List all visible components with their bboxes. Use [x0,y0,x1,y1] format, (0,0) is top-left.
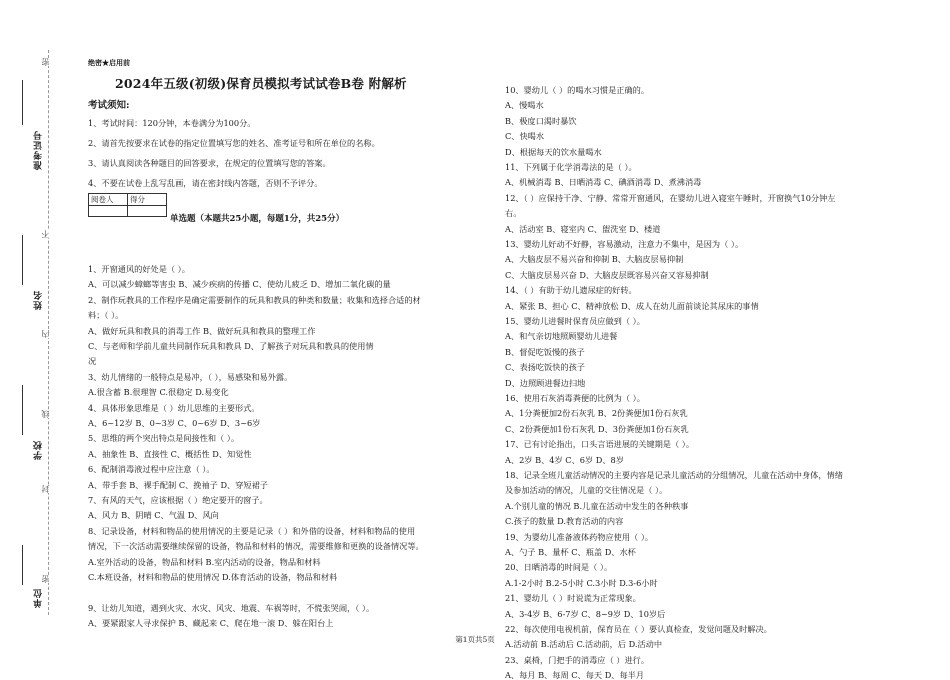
score-table [88,193,167,217]
question-line: 17、已有讨论指出，口头言语进展的关键期是（ ）。 [505,439,695,450]
question-line: D、边照顾进餐边扫地 [505,377,586,388]
question-line: A、紧张 B、担心 C、精神放松 D、成人在幼儿面前谈论其尿床的事情 [505,300,759,311]
question-line: 2、制作玩教具的工作程序是确定需要制作的玩具和教具的种类和数量；收集和选择合适的材 [88,294,421,305]
question-line: 3、幼儿情绪的一般特点是易冲，（ ），易感染和易外露。 [88,371,293,382]
question-line: 8、记录设备，材料和物品的使用情况的主要是记录（ ）和外借的设备，材料和物品的使用 [88,525,416,536]
binding-gutter [0,0,72,671]
page-footer: 第1页共5页 [455,635,495,644]
label-exam-number: 准考证号 [34,130,44,170]
question-line: 料；（ ）。 [88,310,124,321]
notice-item: 1、考试时间：120分钟，本卷满分为100分。 [88,118,256,128]
question-line: C.孩子的数量 D.教育活动的内容 [505,516,624,527]
notice-item: 3、请认真阅读各种题目的回答要求，在规定的位置填写您的答案。 [88,158,331,168]
question-line: A、可以减少蟑螂等害虫 B、减少疾病的传播 C、使幼儿疲乏 D、增加二氧化碳的量 [88,279,391,290]
question-line: C、与老师和学前儿童共同制作玩具和教具 D、了解孩子对玩具和教具的使用情 [88,341,374,351]
question-line: A.活动前 B.活动后 C.活动前，后 D.活动中 [505,639,663,650]
question-line: 20、日晒消毒的时间是（ ）。 [505,562,613,573]
question-line: A、活动室 B、寝室内 C、盥洗室 D、楼道 [505,223,661,234]
exam-number-line [22,80,23,125]
section-title: 单选题（本题共25小题，每题1分，共25分） [170,214,345,224]
label-unit: 单位 [34,588,44,608]
question-line: A、3-4岁 B、6-7岁 C、8~9岁 D、10岁后 [505,608,666,619]
question-line: A、机械消毒 B、日晒消毒 C、碘酒消毒 D、煮沸消毒 [505,177,702,188]
unit-line [22,545,23,585]
question-line: 18、记录全班儿童活动情况的主要内容是记录儿童活动的分组情况，儿童在活动中身体，情绪 [505,470,843,480]
score-table-grader: 阅卷人 [89,194,128,206]
question-line: 6、配制消毒液过程中应注意（ ）。 [88,464,215,475]
question-line: 1、开窗通风的好处是（ ）。 [88,264,190,274]
score-table-cell[interactable] [89,206,128,217]
question-line: 14、（ ）有助于幼儿遗尿症的好转。 [505,285,637,296]
question-line: A、6~12岁 B、0~3岁 C、0~6岁 D、3~6岁 [88,418,261,428]
seal-char: 不 [41,230,50,238]
question-line: 7、有风的天气，应该根据（ ）绝定要开的窗子。 [88,495,268,505]
page-title: 2024年五级(初级)保育员模拟考试试卷B卷 附解析 [115,76,407,91]
question-line: 15、婴幼儿进餐时保育员应做到（ ）。 [505,316,645,326]
question-line: C、2份粪便加1份石灰乳 D、3份粪便加1份石灰乳 [505,423,689,434]
label-name: 姓名 [34,290,44,310]
question-line: D、根据每天的饮水量喝水 [505,146,602,157]
question-line: A、1分粪便加2份石灰乳 B、2份粪便加1份石灰乳 [505,408,688,419]
question-line: C、大脑皮层易兴奋 D、大脑皮层既容易兴奋又容易抑制 [505,269,709,280]
question-line: 及参加活动的情况，儿童的交往情况是（ ）。 [505,485,668,496]
question-line: A、勺子 B、量杯 C、瓶盖 D、水杯 [505,547,636,557]
question-line: A、和气亲切地照顾婴幼儿进餐 [505,331,618,342]
question-line: 13、婴幼儿好动不好静，容易激动，注意力不集中，是因为（ ）。 [505,239,744,249]
question-line: 5、思维的两个突出特点是间接性和（ ）。 [88,433,240,444]
seal-char: 线 [41,410,50,418]
question-line: A、2岁 B、4岁 C、6岁 D、8岁 [505,454,624,465]
notice-title: 考试须知: [88,100,130,111]
question-line: A、大脑皮层不易兴奋和抑制 B、大脑皮层易抑制 [505,254,684,265]
question-line: 9、让幼儿知道，遇到火灾、水灾、风灾、地震、车祸等时，不慌张哭闹，（ ）。 [88,602,375,613]
notice-item: 2、请首先按要求在试卷的指定位置填写您的姓名、准考证号和所在单位的名称。 [88,138,380,148]
seal-char: 内 [41,330,50,338]
question-line: 12、（ ）应保持干净、宁静、常常开窗通风，在婴幼儿进入寝室午睡时，开窗换气10分钟左 [505,192,836,203]
seal-char: 密 [41,58,50,66]
seal-char: 封 [41,485,50,493]
score-table-cell[interactable] [128,206,167,217]
name-line [22,235,23,285]
question-line: 11、下列属于化学消毒法的是（ ）。 [505,162,637,172]
question-line: 况 [88,356,97,367]
question-line: 22、每次使用电视机前，保育员在（ ）要认真检查，发觉问题及时解决。 [505,624,772,634]
question-line: C、快喝水 [505,131,545,142]
question-line: A、风力 B、阴晴 C、气温 D、风向 [88,510,219,521]
score-table-score: 得分 [128,194,167,206]
question-line: B、极度口渴时暴饮 [505,115,577,126]
question-line: 19、为婴幼儿准备液体药物应使用（ ）。 [505,531,654,542]
question-line: 21、婴幼儿（ ）时说谎为正常现象。 [505,593,641,604]
secret-mark: 绝密★启用前 [88,58,130,67]
question-line: 23、桌椅，门把手的消毒应（ ）进行。 [505,654,650,665]
question-line: A.室外活动的设备，物品和材料 B.室内活动的设备，物品和材料 [88,556,321,567]
question-line: A.1-2小时 B.2-5小时 C.3小时 D.3-6小时 [505,577,658,588]
question-line: 16、使用石灰消毒粪便的比例为（ ）。 [505,393,645,403]
question-line: A、慢喝水 [505,100,544,111]
question-line: A、带手套 B、裸手配制 C、挽袖子 D、穿短裙子 [88,479,268,490]
question-line: C.本班设备，材料和物品的使用情况 D.体育活动的设备，物品和材料 [88,572,338,582]
school-line [22,385,23,435]
question-line: A、抽象性 B、直接性 C、概括性 D、知觉性 [88,448,252,459]
question-line: A.很含蓄 B.很理智 C.很稳定 D.易变化 [88,387,229,398]
notice-item: 4、不要在试卷上乱写乱画，请在密封线内答题，否则不予评分。 [88,178,323,188]
question-line: 右。 [505,208,522,219]
question-line: A.个别儿童的情况 B.儿童在活动中发生的各种秩事 [505,500,689,511]
seal-char: 密 [41,575,50,583]
question-line: 情况，下一次活动需要继续保留的设备，物品和材料的情况，需要维修和更换的设备情况等。 [88,541,424,552]
question-line: B、督促吃饭慢的孩子 [505,346,585,357]
question-line: A、每月 B、每周 C、每天 D、每半月 [505,670,645,680]
question-line: A、要紧跟家人寻求保护 B、藏起来 C、爬在地一滚 D、躲在阳台上 [88,618,334,629]
question-line: 10、婴幼儿（ ）的喝水习惯是正确的。 [505,85,650,95]
question-line: 4、具体形象思维是（ ）幼儿思维的主要形式。 [88,402,260,413]
question-line: C、表扬吃饭快的孩子 [505,362,585,373]
question-line: A、做好玩具和教具的消毒工作 B、做好玩具和教具的整理工作 [88,325,316,336]
label-school: 学校 [34,440,44,460]
